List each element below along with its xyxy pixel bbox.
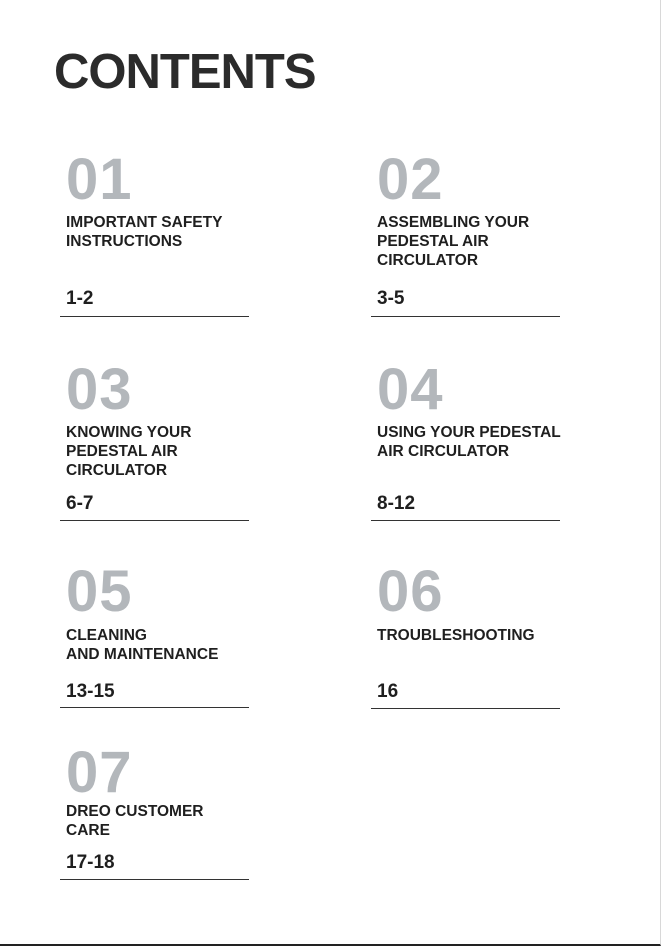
section-pages: 1-2 xyxy=(66,288,94,309)
section-heading: CLEANING AND MAINTENANCE xyxy=(66,627,219,663)
section-heading: KNOWING YOUR PEDESTAL AIR CIRCULATOR xyxy=(66,424,192,479)
section-rule xyxy=(371,520,560,521)
section-number: 02 xyxy=(377,147,444,212)
section-number: 04 xyxy=(377,357,444,422)
section-pages: 8-12 xyxy=(377,493,416,514)
section-rule xyxy=(60,707,249,708)
section-heading: TROUBLESHOOTING xyxy=(377,627,535,644)
section-number: 06 xyxy=(377,559,444,624)
section-number: 01 xyxy=(66,147,133,212)
section-pages: 3-5 xyxy=(377,288,405,309)
page-title: CONTENTS xyxy=(54,45,316,99)
section-number: 03 xyxy=(66,357,133,422)
section-rule xyxy=(60,879,249,880)
section-heading: USING YOUR PEDESTAL AIR CIRCULATOR xyxy=(377,424,561,460)
section-heading: ASSEMBLING YOUR PEDESTAL AIR CIRCULATOR xyxy=(377,214,530,269)
section-pages: 6-7 xyxy=(66,493,94,514)
section-number: 07 xyxy=(66,740,133,805)
section-heading: IMPORTANT SAFETY INSTRUCTIONS xyxy=(66,214,223,250)
section-number: 05 xyxy=(66,559,133,624)
section-pages: 13-15 xyxy=(66,681,115,702)
section-heading: DREO CUSTOMER CARE xyxy=(66,803,204,839)
section-rule xyxy=(60,520,249,521)
section-rule xyxy=(60,316,249,317)
section-pages: 17-18 xyxy=(66,852,115,873)
section-rule xyxy=(371,708,560,709)
section-pages: 16 xyxy=(377,681,399,702)
section-rule xyxy=(371,316,560,317)
